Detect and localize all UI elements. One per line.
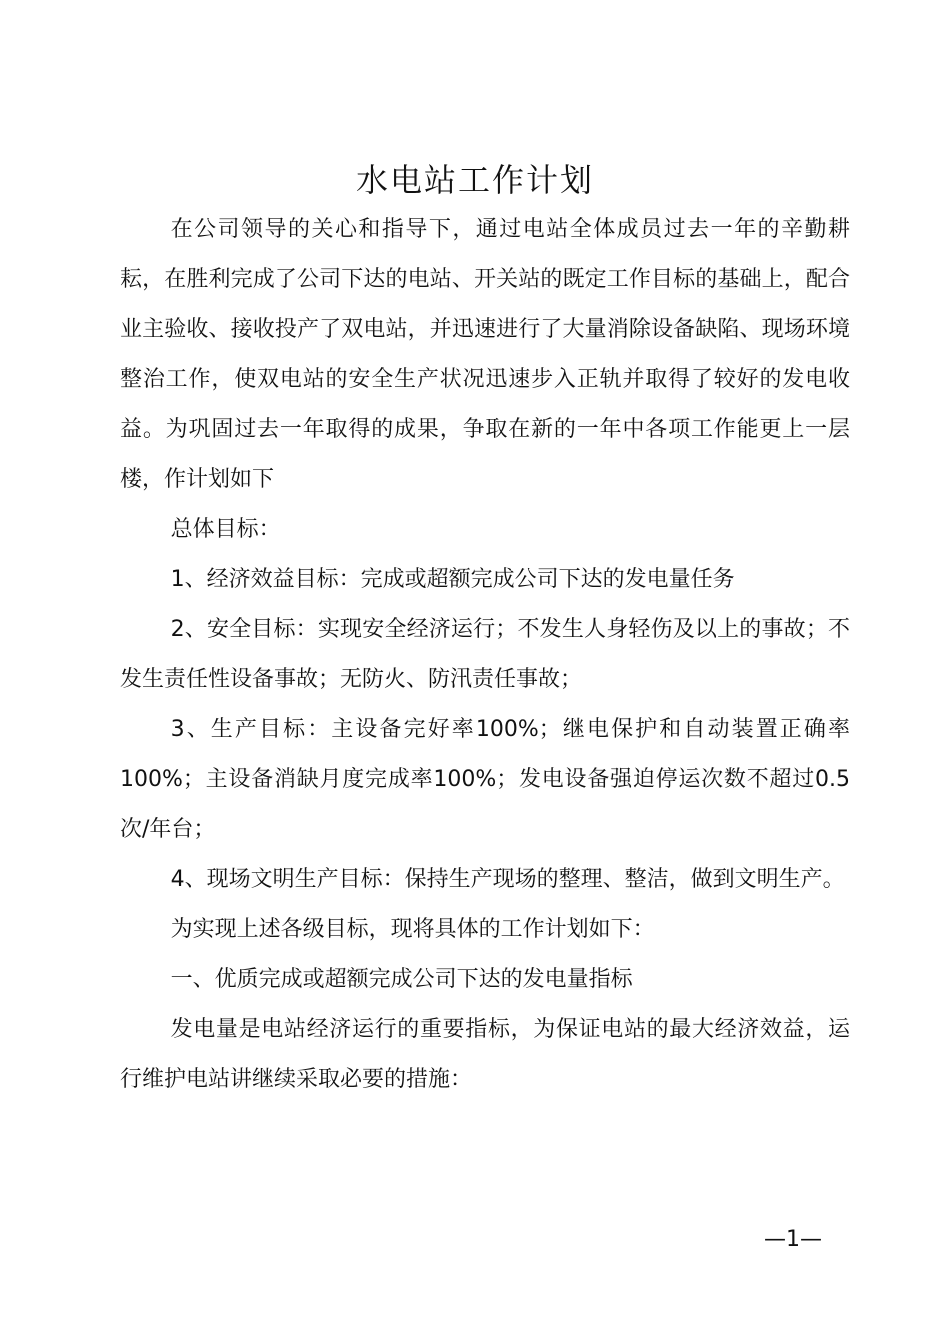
plan-intro-paragraph: 为实现上述各级目标，现将具体的工作计划如下： [170,917,655,942]
page-number: —1— [764,1227,822,1252]
civilized-production-goal-paragraph: 4、现场文明生产目标：保持生产现场的整理、整洁，做到文明生产。 [170,867,845,892]
document-title: 水电站工作计划 [355,161,594,199]
overall-goal-heading: 总体目标： [170,517,281,542]
safety-goal-paragraph: 2、安全目标：实现安全经济运行；不发生人身轻伤及以上的事故；不发生责任性设备事故；无防火、防汛责任事故； [120,617,850,692]
economic-goal-paragraph: 1、经济效益目标：完成或超额完成公司下达的发电量任务 [170,567,735,592]
section-heading-1: 一、优质完成或超额完成公司下达的发电量指标 [170,967,633,992]
document-body [120,205,850,1105]
intro-paragraph: 在公司领导的关心和指导下，通过电站全体成员过去一年的辛勤耕耘，在胜利完成了公司下达的电站、开关站的既定工作目标的基础上，配合业主验收、接收投产了双电站，并迅速进行了大量消除设备缺陷、现场环境整治工作，使双电站的安全生产状况迅速步入正轨并取得了较好的发电收益。为巩固过去一年取得的成果，争取在新的一年中各项工作能更上一层楼，作计划如下 [120,217,850,492]
generation-paragraph: 发电量是电站经济运行的重要指标，为保证电站的最大经济效益，运行维护电站讲继续采取必要的措施： [120,1017,850,1092]
production-goal-paragraph: 3、生产目标：主设备完好率100%；继电保护和自动装置正确率100%；主设备消缺月度完成率100%；发电设备强迫停运次数不超过0.5次/年台； [120,717,850,842]
